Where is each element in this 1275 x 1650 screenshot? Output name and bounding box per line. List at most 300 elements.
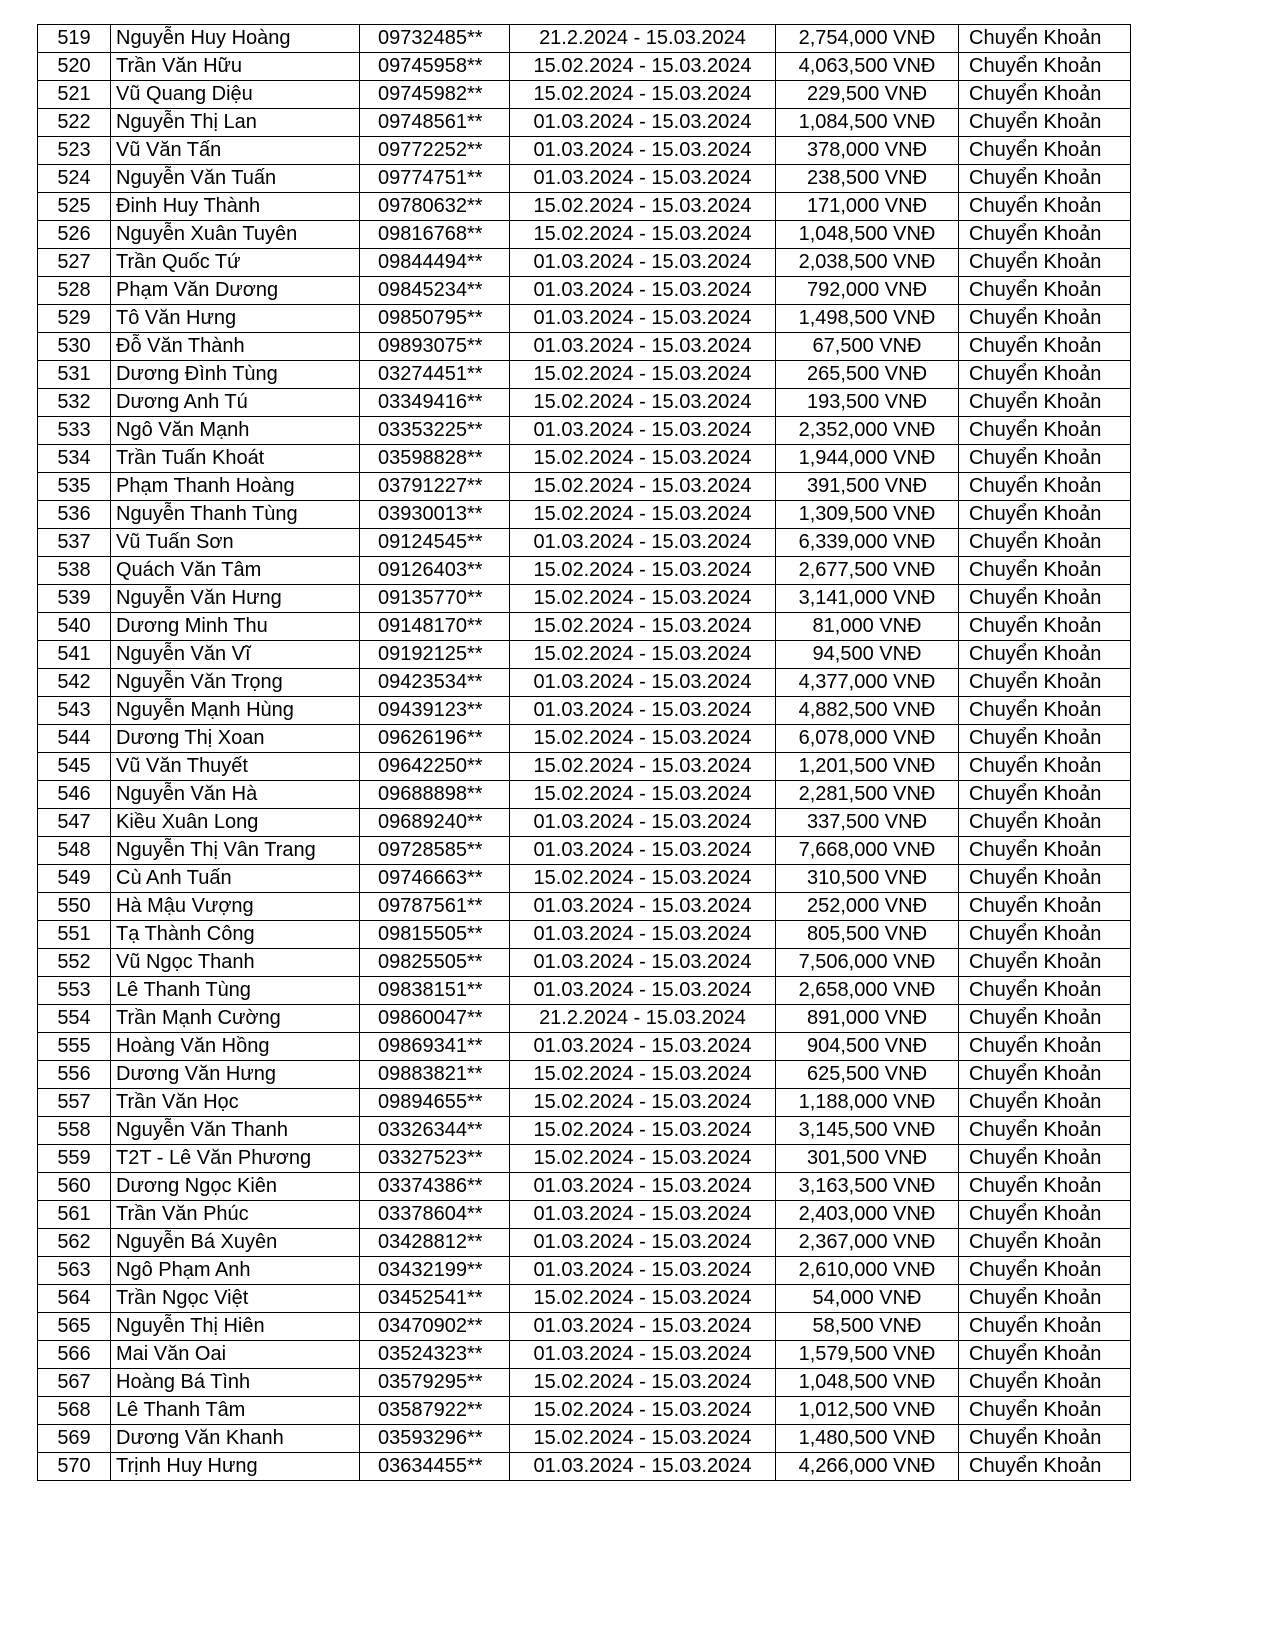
phone-number: 09883821** bbox=[360, 1061, 510, 1089]
row-number: 526 bbox=[38, 221, 111, 249]
payment-method: Chuyển Khoản bbox=[959, 445, 1131, 473]
table-row bbox=[38, 613, 1131, 641]
phone-number: 09626196** bbox=[360, 725, 510, 753]
payment-method: Chuyển Khoản bbox=[959, 249, 1131, 277]
payment-method: Chuyển Khoản bbox=[959, 305, 1131, 333]
payment-method: Chuyển Khoản bbox=[959, 417, 1131, 445]
row-number: 559 bbox=[38, 1145, 111, 1173]
row-number: 519 bbox=[38, 25, 111, 53]
payment-method: Chuyển Khoản bbox=[959, 921, 1131, 949]
table-row bbox=[38, 417, 1131, 445]
table-row bbox=[38, 1313, 1131, 1341]
recipient-name: Nguyễn Thanh Tùng bbox=[111, 501, 360, 529]
payment-amount: 2,754,000 VNĐ bbox=[776, 25, 959, 53]
recipient-name: Nguyễn Thị Lan bbox=[111, 109, 360, 137]
payment-amount: 2,658,000 VNĐ bbox=[776, 977, 959, 1005]
table-row bbox=[38, 977, 1131, 1005]
payment-period: 15.02.2024 - 15.03.2024 bbox=[510, 473, 776, 501]
payment-method: Chuyển Khoản bbox=[959, 837, 1131, 865]
payment-amount: 2,281,500 VNĐ bbox=[776, 781, 959, 809]
phone-number: 09732485** bbox=[360, 25, 510, 53]
payment-amount: 2,038,500 VNĐ bbox=[776, 249, 959, 277]
payment-method: Chuyển Khoản bbox=[959, 1397, 1131, 1425]
row-number: 535 bbox=[38, 473, 111, 501]
row-number: 554 bbox=[38, 1005, 111, 1033]
payment-amount: 3,141,000 VNĐ bbox=[776, 585, 959, 613]
recipient-name: Tô Văn Hưng bbox=[111, 305, 360, 333]
payment-method: Chuyển Khoản bbox=[959, 1145, 1131, 1173]
payment-period: 15.02.2024 - 15.03.2024 bbox=[510, 221, 776, 249]
table-row bbox=[38, 809, 1131, 837]
row-number: 544 bbox=[38, 725, 111, 753]
payment-table bbox=[37, 24, 1131, 1481]
payment-amount: 792,000 VNĐ bbox=[776, 277, 959, 305]
recipient-name: Lê Thanh Tâm bbox=[111, 1397, 360, 1425]
phone-number: 09135770** bbox=[360, 585, 510, 613]
payment-amount: 1,309,500 VNĐ bbox=[776, 501, 959, 529]
recipient-name: Cù Anh Tuấn bbox=[111, 865, 360, 893]
payment-method: Chuyển Khoản bbox=[959, 1201, 1131, 1229]
payment-period: 15.02.2024 - 15.03.2024 bbox=[510, 1089, 776, 1117]
row-number: 557 bbox=[38, 1089, 111, 1117]
row-number: 528 bbox=[38, 277, 111, 305]
recipient-name: Dương Ngọc Kiên bbox=[111, 1173, 360, 1201]
recipient-name: Phạm Văn Dương bbox=[111, 277, 360, 305]
table-row bbox=[38, 1061, 1131, 1089]
payment-amount: 2,352,000 VNĐ bbox=[776, 417, 959, 445]
payment-period: 15.02.2024 - 15.03.2024 bbox=[510, 725, 776, 753]
recipient-name: Mai Văn Oai bbox=[111, 1341, 360, 1369]
payment-method: Chuyển Khoản bbox=[959, 949, 1131, 977]
recipient-name: Dương Đình Tùng bbox=[111, 361, 360, 389]
payment-amount: 337,500 VNĐ bbox=[776, 809, 959, 837]
payment-period: 15.02.2024 - 15.03.2024 bbox=[510, 585, 776, 613]
recipient-name: Quách Văn Tâm bbox=[111, 557, 360, 585]
row-number: 561 bbox=[38, 1201, 111, 1229]
payment-method: Chuyển Khoản bbox=[959, 725, 1131, 753]
payment-period: 15.02.2024 - 15.03.2024 bbox=[510, 1145, 776, 1173]
recipient-name: Trịnh Huy Hưng bbox=[111, 1453, 360, 1481]
payment-method: Chuyển Khoản bbox=[959, 809, 1131, 837]
table-row bbox=[38, 53, 1131, 81]
phone-number: 09893075** bbox=[360, 333, 510, 361]
recipient-name: Nguyễn Xuân Tuyên bbox=[111, 221, 360, 249]
row-number: 558 bbox=[38, 1117, 111, 1145]
recipient-name: Nguyễn Thị Hiên bbox=[111, 1313, 360, 1341]
phone-number: 03432199** bbox=[360, 1257, 510, 1285]
payment-period: 15.02.2024 - 15.03.2024 bbox=[510, 1397, 776, 1425]
payment-amount: 4,063,500 VNĐ bbox=[776, 53, 959, 81]
row-number: 547 bbox=[38, 809, 111, 837]
recipient-name: Trần Văn Hữu bbox=[111, 53, 360, 81]
row-number: 532 bbox=[38, 389, 111, 417]
table-row bbox=[38, 1173, 1131, 1201]
payment-period: 01.03.2024 - 15.03.2024 bbox=[510, 697, 776, 725]
payment-amount: 229,500 VNĐ bbox=[776, 81, 959, 109]
payment-period: 01.03.2024 - 15.03.2024 bbox=[510, 921, 776, 949]
row-number: 522 bbox=[38, 109, 111, 137]
phone-number: 09787561** bbox=[360, 893, 510, 921]
row-number: 568 bbox=[38, 1397, 111, 1425]
phone-number: 09148170** bbox=[360, 613, 510, 641]
phone-number: 09192125** bbox=[360, 641, 510, 669]
table-row bbox=[38, 1089, 1131, 1117]
payment-method: Chuyển Khoản bbox=[959, 165, 1131, 193]
payment-method: Chuyển Khoản bbox=[959, 1341, 1131, 1369]
payment-amount: 1,188,000 VNĐ bbox=[776, 1089, 959, 1117]
payment-period: 01.03.2024 - 15.03.2024 bbox=[510, 949, 776, 977]
payment-period: 01.03.2024 - 15.03.2024 bbox=[510, 305, 776, 333]
row-number: 531 bbox=[38, 361, 111, 389]
table-body bbox=[38, 25, 1131, 1481]
phone-number: 09845234** bbox=[360, 277, 510, 305]
recipient-name: Nguyễn Văn Hưng bbox=[111, 585, 360, 613]
payment-amount: 891,000 VNĐ bbox=[776, 1005, 959, 1033]
phone-number: 03598828** bbox=[360, 445, 510, 473]
payment-amount: 67,500 VNĐ bbox=[776, 333, 959, 361]
payment-method: Chuyển Khoản bbox=[959, 585, 1131, 613]
phone-number: 03326344** bbox=[360, 1117, 510, 1145]
payment-method: Chuyển Khoản bbox=[959, 865, 1131, 893]
phone-number: 03353225** bbox=[360, 417, 510, 445]
row-number: 542 bbox=[38, 669, 111, 697]
payment-amount: 6,078,000 VNĐ bbox=[776, 725, 959, 753]
row-number: 560 bbox=[38, 1173, 111, 1201]
table-row bbox=[38, 445, 1131, 473]
row-number: 520 bbox=[38, 53, 111, 81]
table-row bbox=[38, 361, 1131, 389]
payment-period: 01.03.2024 - 15.03.2024 bbox=[510, 1341, 776, 1369]
phone-number: 03470902** bbox=[360, 1313, 510, 1341]
table-row bbox=[38, 249, 1131, 277]
table-row bbox=[38, 193, 1131, 221]
row-number: 555 bbox=[38, 1033, 111, 1061]
phone-number: 09774751** bbox=[360, 165, 510, 193]
payment-method: Chuyển Khoản bbox=[959, 1285, 1131, 1313]
payment-method: Chuyển Khoản bbox=[959, 1117, 1131, 1145]
phone-number: 03327523** bbox=[360, 1145, 510, 1173]
payment-amount: 1,944,000 VNĐ bbox=[776, 445, 959, 473]
payment-period: 01.03.2024 - 15.03.2024 bbox=[510, 893, 776, 921]
payment-period: 15.02.2024 - 15.03.2024 bbox=[510, 193, 776, 221]
phone-number: 09745958** bbox=[360, 53, 510, 81]
recipient-name: Nguyễn Thị Vân Trang bbox=[111, 837, 360, 865]
payment-amount: 1,048,500 VNĐ bbox=[776, 221, 959, 249]
phone-number: 03378604** bbox=[360, 1201, 510, 1229]
payment-period: 15.02.2024 - 15.03.2024 bbox=[510, 613, 776, 641]
phone-number: 03374386** bbox=[360, 1173, 510, 1201]
payment-amount: 1,480,500 VNĐ bbox=[776, 1425, 959, 1453]
table-row bbox=[38, 473, 1131, 501]
recipient-name: Trần Tuấn Khoát bbox=[111, 445, 360, 473]
payment-amount: 3,163,500 VNĐ bbox=[776, 1173, 959, 1201]
row-number: 523 bbox=[38, 137, 111, 165]
recipient-name: Tạ Thành Công bbox=[111, 921, 360, 949]
recipient-name: Dương Anh Tú bbox=[111, 389, 360, 417]
table-row bbox=[38, 753, 1131, 781]
recipient-name: Kiều Xuân Long bbox=[111, 809, 360, 837]
recipient-name: Trần Ngọc Việt bbox=[111, 1285, 360, 1313]
row-number: 552 bbox=[38, 949, 111, 977]
row-number: 548 bbox=[38, 837, 111, 865]
payment-amount: 6,339,000 VNĐ bbox=[776, 529, 959, 557]
table-row bbox=[38, 1145, 1131, 1173]
payment-method: Chuyển Khoản bbox=[959, 1229, 1131, 1257]
payment-method: Chuyển Khoản bbox=[959, 1061, 1131, 1089]
payment-method: Chuyển Khoản bbox=[959, 1173, 1131, 1201]
row-number: 540 bbox=[38, 613, 111, 641]
table-row bbox=[38, 137, 1131, 165]
payment-method: Chuyển Khoản bbox=[959, 1425, 1131, 1453]
table-row bbox=[38, 25, 1131, 53]
payment-method: Chuyển Khoản bbox=[959, 1005, 1131, 1033]
table-row bbox=[38, 781, 1131, 809]
table-row bbox=[38, 697, 1131, 725]
payment-period: 21.2.2024 - 15.03.2024 bbox=[510, 1005, 776, 1033]
table-row bbox=[38, 641, 1131, 669]
phone-number: 09728585** bbox=[360, 837, 510, 865]
table-row bbox=[38, 865, 1131, 893]
recipient-name: Trần Văn Học bbox=[111, 1089, 360, 1117]
phone-number: 03524323** bbox=[360, 1341, 510, 1369]
phone-number: 09689240** bbox=[360, 809, 510, 837]
row-number: 537 bbox=[38, 529, 111, 557]
table-row bbox=[38, 221, 1131, 249]
recipient-name: Nguyễn Mạnh Hùng bbox=[111, 697, 360, 725]
payment-period: 01.03.2024 - 15.03.2024 bbox=[510, 277, 776, 305]
payment-amount: 252,000 VNĐ bbox=[776, 893, 959, 921]
recipient-name: Dương Văn Khanh bbox=[111, 1425, 360, 1453]
recipient-name: Hà Mậu Vượng bbox=[111, 893, 360, 921]
table-row bbox=[38, 389, 1131, 417]
payment-amount: 81,000 VNĐ bbox=[776, 613, 959, 641]
payment-period: 15.02.2024 - 15.03.2024 bbox=[510, 81, 776, 109]
row-number: 534 bbox=[38, 445, 111, 473]
payment-period: 15.02.2024 - 15.03.2024 bbox=[510, 1369, 776, 1397]
row-number: 550 bbox=[38, 893, 111, 921]
row-number: 530 bbox=[38, 333, 111, 361]
table-row bbox=[38, 585, 1131, 613]
payment-period: 15.02.2024 - 15.03.2024 bbox=[510, 1061, 776, 1089]
payment-amount: 171,000 VNĐ bbox=[776, 193, 959, 221]
payment-period: 15.02.2024 - 15.03.2024 bbox=[510, 781, 776, 809]
recipient-name: Hoàng Bá Tình bbox=[111, 1369, 360, 1397]
payment-period: 15.02.2024 - 15.03.2024 bbox=[510, 641, 776, 669]
row-number: 569 bbox=[38, 1425, 111, 1453]
recipient-name: Vũ Ngọc Thanh bbox=[111, 949, 360, 977]
table-row bbox=[38, 725, 1131, 753]
recipient-name: Nguyễn Văn Thanh bbox=[111, 1117, 360, 1145]
table-row bbox=[38, 305, 1131, 333]
row-number: 549 bbox=[38, 865, 111, 893]
row-number: 565 bbox=[38, 1313, 111, 1341]
payment-method: Chuyển Khoản bbox=[959, 109, 1131, 137]
payment-method: Chuyển Khoản bbox=[959, 361, 1131, 389]
payment-period: 01.03.2024 - 15.03.2024 bbox=[510, 669, 776, 697]
table-row bbox=[38, 165, 1131, 193]
table-row bbox=[38, 669, 1131, 697]
recipient-name: Nguyễn Huy Hoàng bbox=[111, 25, 360, 53]
payment-amount: 625,500 VNĐ bbox=[776, 1061, 959, 1089]
payment-amount: 7,506,000 VNĐ bbox=[776, 949, 959, 977]
payment-amount: 4,882,500 VNĐ bbox=[776, 697, 959, 725]
recipient-name: Vũ Văn Tấn bbox=[111, 137, 360, 165]
payment-method: Chuyển Khoản bbox=[959, 1033, 1131, 1061]
table-row bbox=[38, 501, 1131, 529]
payment-amount: 378,000 VNĐ bbox=[776, 137, 959, 165]
payment-period: 21.2.2024 - 15.03.2024 bbox=[510, 25, 776, 53]
phone-number: 09126403** bbox=[360, 557, 510, 585]
phone-number: 03274451** bbox=[360, 361, 510, 389]
payment-period: 15.02.2024 - 15.03.2024 bbox=[510, 53, 776, 81]
recipient-name: Trần Quốc Tứ bbox=[111, 249, 360, 277]
payment-method: Chuyển Khoản bbox=[959, 137, 1131, 165]
recipient-name: Vũ Tuấn Sơn bbox=[111, 529, 360, 557]
row-number: 556 bbox=[38, 1061, 111, 1089]
recipient-name: Ngô Văn Mạnh bbox=[111, 417, 360, 445]
row-number: 563 bbox=[38, 1257, 111, 1285]
payment-amount: 2,367,000 VNĐ bbox=[776, 1229, 959, 1257]
row-number: 538 bbox=[38, 557, 111, 585]
payment-amount: 58,500 VNĐ bbox=[776, 1313, 959, 1341]
payment-method: Chuyển Khoản bbox=[959, 697, 1131, 725]
phone-number: 09815505** bbox=[360, 921, 510, 949]
payment-period: 15.02.2024 - 15.03.2024 bbox=[510, 445, 776, 473]
table-row bbox=[38, 333, 1131, 361]
phone-number: 09860047** bbox=[360, 1005, 510, 1033]
table-row bbox=[38, 1369, 1131, 1397]
table-row bbox=[38, 949, 1131, 977]
phone-number: 09780632** bbox=[360, 193, 510, 221]
table-row bbox=[38, 81, 1131, 109]
phone-number: 09745982** bbox=[360, 81, 510, 109]
recipient-name: Dương Văn Hưng bbox=[111, 1061, 360, 1089]
row-number: 541 bbox=[38, 641, 111, 669]
table-row bbox=[38, 109, 1131, 137]
payment-amount: 94,500 VNĐ bbox=[776, 641, 959, 669]
payment-period: 01.03.2024 - 15.03.2024 bbox=[510, 249, 776, 277]
row-number: 545 bbox=[38, 753, 111, 781]
table-row bbox=[38, 1201, 1131, 1229]
payment-method: Chuyển Khoản bbox=[959, 1257, 1131, 1285]
payment-method: Chuyển Khoản bbox=[959, 389, 1131, 417]
payment-method: Chuyển Khoản bbox=[959, 1089, 1131, 1117]
payment-amount: 3,145,500 VNĐ bbox=[776, 1117, 959, 1145]
payment-period: 01.03.2024 - 15.03.2024 bbox=[510, 137, 776, 165]
payment-method: Chuyển Khoản bbox=[959, 277, 1131, 305]
phone-number: 09844494** bbox=[360, 249, 510, 277]
payment-method: Chuyển Khoản bbox=[959, 53, 1131, 81]
row-number: 551 bbox=[38, 921, 111, 949]
phone-number: 09688898** bbox=[360, 781, 510, 809]
payment-period: 01.03.2024 - 15.03.2024 bbox=[510, 1453, 776, 1481]
payment-method: Chuyển Khoản bbox=[959, 193, 1131, 221]
payment-period: 01.03.2024 - 15.03.2024 bbox=[510, 417, 776, 445]
recipient-name: Vũ Quang Diệu bbox=[111, 81, 360, 109]
payment-period: 01.03.2024 - 15.03.2024 bbox=[510, 529, 776, 557]
payment-amount: 301,500 VNĐ bbox=[776, 1145, 959, 1173]
phone-number: 09894655** bbox=[360, 1089, 510, 1117]
row-number: 546 bbox=[38, 781, 111, 809]
recipient-name: Nguyễn Bá Xuyên bbox=[111, 1229, 360, 1257]
phone-number: 09748561** bbox=[360, 109, 510, 137]
payment-period: 01.03.2024 - 15.03.2024 bbox=[510, 333, 776, 361]
phone-number: 03579295** bbox=[360, 1369, 510, 1397]
payment-amount: 310,500 VNĐ bbox=[776, 865, 959, 893]
table-row bbox=[38, 277, 1131, 305]
payment-method: Chuyển Khoản bbox=[959, 25, 1131, 53]
recipient-name: Ngô Phạm Anh bbox=[111, 1257, 360, 1285]
phone-number: 03930013** bbox=[360, 501, 510, 529]
payment-method: Chuyển Khoản bbox=[959, 473, 1131, 501]
payment-period: 01.03.2024 - 15.03.2024 bbox=[510, 1313, 776, 1341]
row-number: 521 bbox=[38, 81, 111, 109]
phone-number: 09869341** bbox=[360, 1033, 510, 1061]
phone-number: 03428812** bbox=[360, 1229, 510, 1257]
phone-number: 09850795** bbox=[360, 305, 510, 333]
row-number: 539 bbox=[38, 585, 111, 613]
payment-method: Chuyển Khoản bbox=[959, 977, 1131, 1005]
payment-method: Chuyển Khoản bbox=[959, 221, 1131, 249]
payment-amount: 391,500 VNĐ bbox=[776, 473, 959, 501]
row-number: 553 bbox=[38, 977, 111, 1005]
payment-amount: 4,377,000 VNĐ bbox=[776, 669, 959, 697]
payment-amount: 193,500 VNĐ bbox=[776, 389, 959, 417]
phone-number: 03349416** bbox=[360, 389, 510, 417]
payment-amount: 54,000 VNĐ bbox=[776, 1285, 959, 1313]
payment-method: Chuyển Khoản bbox=[959, 501, 1131, 529]
payment-period: 15.02.2024 - 15.03.2024 bbox=[510, 389, 776, 417]
recipient-name: Vũ Văn Thuyết bbox=[111, 753, 360, 781]
payment-period: 01.03.2024 - 15.03.2024 bbox=[510, 1173, 776, 1201]
payment-period: 15.02.2024 - 15.03.2024 bbox=[510, 753, 776, 781]
phone-number: 03452541** bbox=[360, 1285, 510, 1313]
phone-number: 09825505** bbox=[360, 949, 510, 977]
payment-period: 01.03.2024 - 15.03.2024 bbox=[510, 1257, 776, 1285]
payment-period: 15.02.2024 - 15.03.2024 bbox=[510, 1425, 776, 1453]
phone-number: 09423534** bbox=[360, 669, 510, 697]
table-row bbox=[38, 1005, 1131, 1033]
payment-amount: 805,500 VNĐ bbox=[776, 921, 959, 949]
table-row bbox=[38, 1285, 1131, 1313]
row-number: 524 bbox=[38, 165, 111, 193]
phone-number: 09746663** bbox=[360, 865, 510, 893]
payment-amount: 265,500 VNĐ bbox=[776, 361, 959, 389]
phone-number: 09124545** bbox=[360, 529, 510, 557]
payment-period: 15.02.2024 - 15.03.2024 bbox=[510, 361, 776, 389]
table-row bbox=[38, 1453, 1131, 1481]
payment-amount: 7,668,000 VNĐ bbox=[776, 837, 959, 865]
phone-number: 03634455** bbox=[360, 1453, 510, 1481]
table-row bbox=[38, 1425, 1131, 1453]
payment-method: Chuyển Khoản bbox=[959, 753, 1131, 781]
payment-period: 15.02.2024 - 15.03.2024 bbox=[510, 557, 776, 585]
payment-method: Chuyển Khoản bbox=[959, 81, 1131, 109]
recipient-name: Trần Mạnh Cường bbox=[111, 1005, 360, 1033]
payment-method: Chuyển Khoản bbox=[959, 529, 1131, 557]
table-row bbox=[38, 1229, 1131, 1257]
row-number: 536 bbox=[38, 501, 111, 529]
payment-amount: 2,677,500 VNĐ bbox=[776, 557, 959, 585]
row-number: 529 bbox=[38, 305, 111, 333]
payment-period: 01.03.2024 - 15.03.2024 bbox=[510, 809, 776, 837]
payment-period: 01.03.2024 - 15.03.2024 bbox=[510, 837, 776, 865]
recipient-name: Nguyễn Văn Trọng bbox=[111, 669, 360, 697]
payment-method: Chuyển Khoản bbox=[959, 333, 1131, 361]
payment-period: 15.02.2024 - 15.03.2024 bbox=[510, 865, 776, 893]
row-number: 525 bbox=[38, 193, 111, 221]
row-number: 562 bbox=[38, 1229, 111, 1257]
